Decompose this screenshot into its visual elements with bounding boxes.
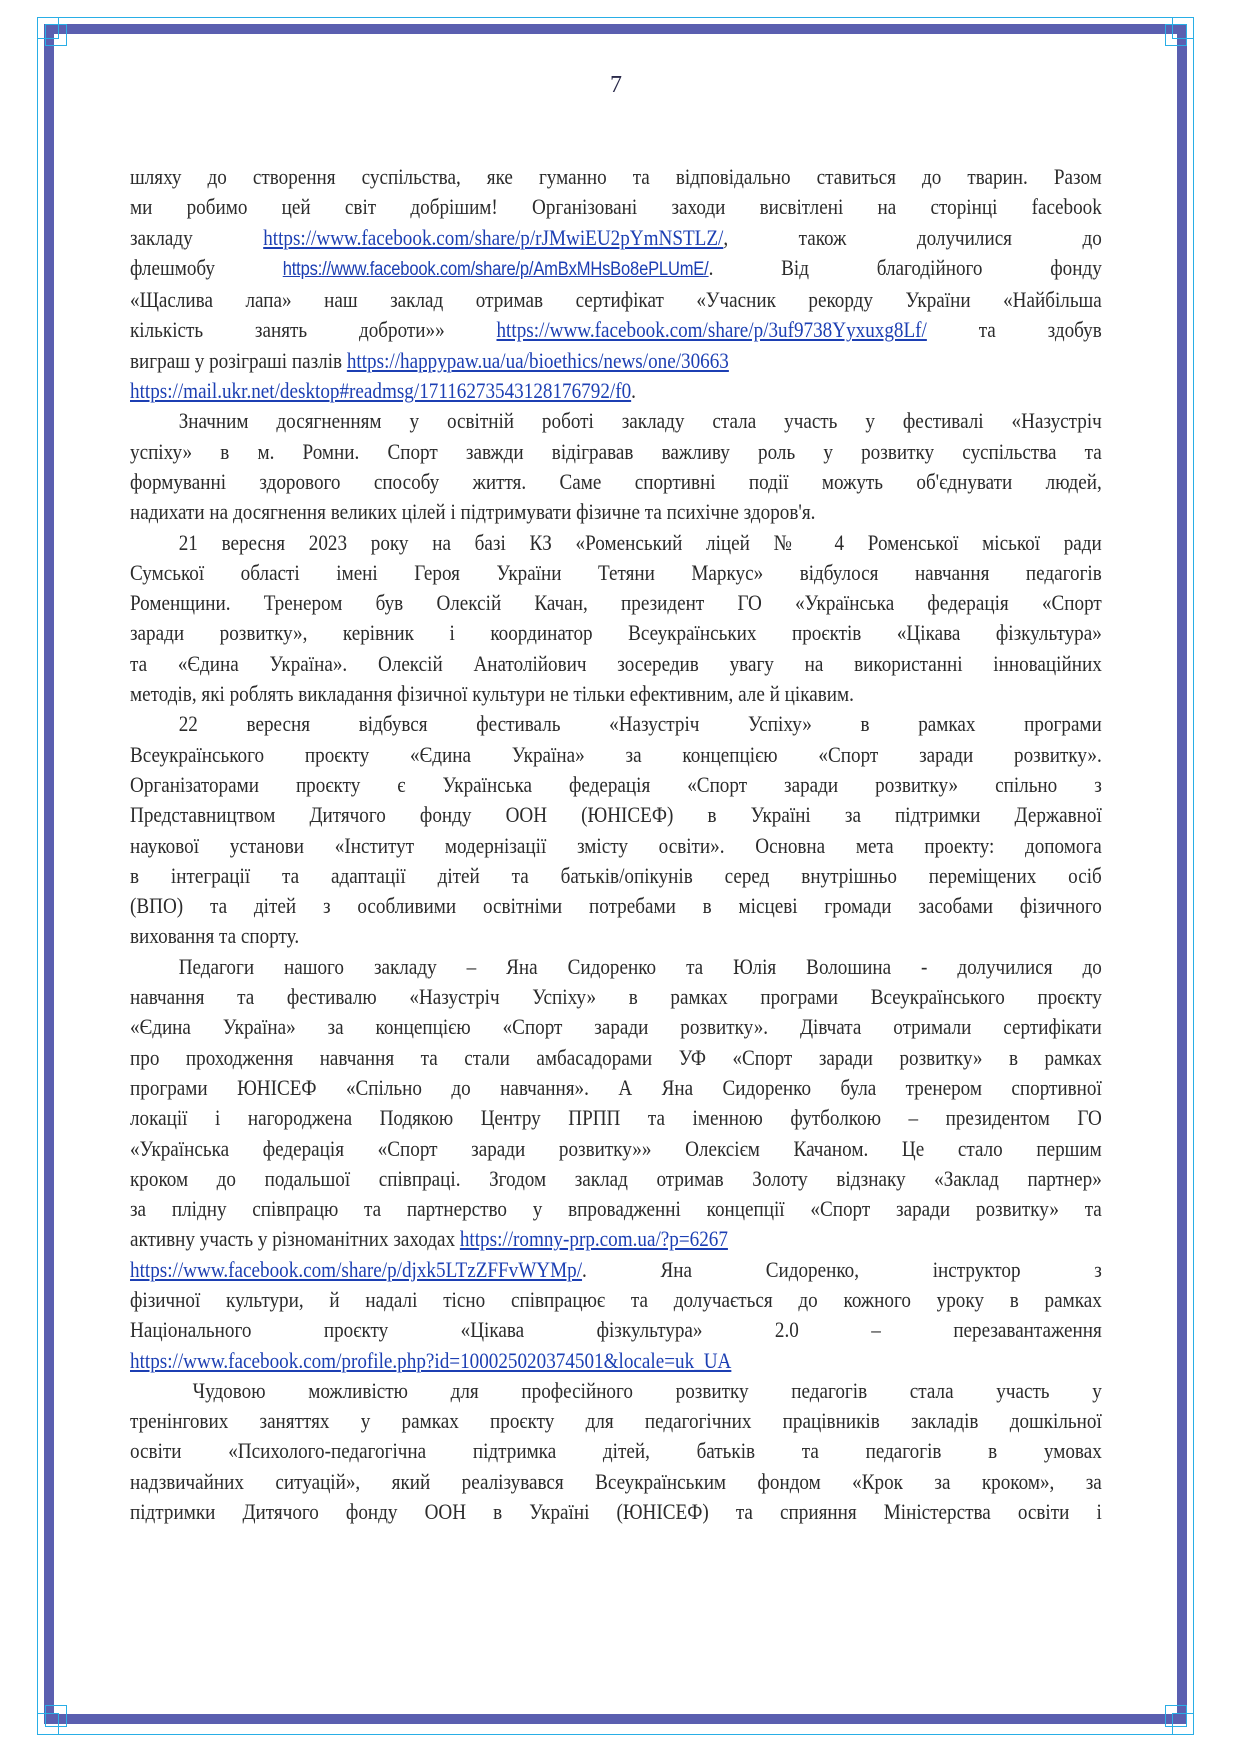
hyperlink[interactable]: https://www.facebook.com/share/p/rJMwiEU2pYmNSTLZ/ <box>263 224 724 250</box>
text-line <box>130 891 1102 921</box>
text-line <box>130 1497 1102 1527</box>
text-line <box>130 740 1102 770</box>
line-text: кроком до подальшої співпраці. Згодом заклад отримав Золоту відзнаку «Заклад партнер» <box>130 1165 1102 1191</box>
line-text: виховання та спорту. <box>130 923 300 949</box>
line-text: локації і нагороджена Подякою Центру ПРПП та іменною футболкою – президентом ГО <box>130 1105 1102 1131</box>
text-line <box>130 861 1102 891</box>
line-text: флешмобу <box>130 254 283 280</box>
text-line <box>130 1346 1102 1376</box>
line-text: надзвичайних ситуацій», який реалізувався Всеукраїнським фондом «Крок за кроком», за <box>130 1468 1102 1494</box>
text-line <box>130 467 1102 497</box>
text-line <box>130 1436 1102 1466</box>
line-text: «Українська федерація «Спорт заради розвитку»» Олексієм Качаном. Це стало першим <box>130 1135 1102 1161</box>
hyperlink[interactable]: https://www.facebook.com/profile.php?id=100025020374501&locale=uk_UA <box>130 1347 732 1373</box>
line-text: формуванні здорового способу життя. Саме спортивні події можуть об'єднувати людей, <box>130 468 1102 494</box>
text-line <box>130 223 1102 253</box>
hyperlink[interactable]: https://www.facebook.com/share/p/3uf9738Yyxuxg8Lf/ <box>496 317 927 343</box>
document-page <box>130 72 1102 1527</box>
border-corner-ornament <box>45 24 67 46</box>
text-line <box>130 1194 1102 1224</box>
text-line <box>130 1285 1102 1315</box>
line-text: за плідну співпрацю та партнерство у впровадженні концепції «Спорт заради розвитку» та <box>130 1196 1102 1222</box>
line-text: Роменщини. Тренером був Олексій Качан, президент ГО «Українська федерація «Спорт <box>130 590 1102 616</box>
text-line <box>130 1134 1102 1164</box>
text-line <box>130 1406 1102 1436</box>
line-text: «Щаслива лапа» наш заклад отримав сертифікат «Учасник рекорду України «Найбільша <box>130 287 1102 313</box>
text-line <box>130 1043 1102 1073</box>
text-line <box>130 921 1102 951</box>
line-text: виграш у розіграші пазлів <box>130 347 347 373</box>
text-line <box>130 709 1102 739</box>
text-line <box>130 1073 1102 1103</box>
text-line <box>130 1376 1102 1406</box>
text-line <box>130 588 1102 618</box>
text-line <box>130 1255 1102 1285</box>
text-line <box>130 558 1102 588</box>
text-line <box>130 800 1102 830</box>
line-text: . Від благодійного фонду <box>708 254 1102 280</box>
line-text: Значним досягненням у освітній роботі закладу стала участь у фестивалі «Назустріч <box>178 408 1102 434</box>
text-line <box>130 497 1102 527</box>
text-line <box>130 315 1102 345</box>
line-text: активну участь у різноманітних заходах <box>130 1226 460 1252</box>
text-line <box>130 346 1102 376</box>
line-text: підтримки Дитячого фонду ООН в Україні (ЮНІСЕФ) та сприяння Міністерства освіти і <box>130 1499 1102 1525</box>
hyperlink[interactable]: https://romny-prp.com.ua/?p=6267 <box>459 1226 728 1252</box>
hyperlink[interactable]: https://www.facebook.com/share/p/djxk5LTzZFFvWYMp/ <box>130 1256 583 1282</box>
line-text: , також долучилися до <box>723 224 1102 250</box>
line-text: Чудовою можливістю для професійного розвитку педагогів стала участь у <box>192 1377 1102 1403</box>
text-line <box>130 679 1102 709</box>
text-line <box>130 649 1102 679</box>
hyperlink[interactable]: https://www.facebook.com/share/p/AmBxMHsBo8ePLUmE/ <box>282 258 709 280</box>
line-text: Організаторами проєкту є Українська федерація «Спорт заради розвитку» спільно з <box>130 771 1102 797</box>
text-line <box>130 1315 1102 1345</box>
text-line <box>130 528 1102 558</box>
text-line <box>130 1012 1102 1042</box>
border-corner-ornament <box>45 1705 67 1727</box>
line-text: в інтеграції та адаптації дітей та батьків/опікунів серед внутрішньо переміщених осіб <box>130 862 1102 888</box>
text-line <box>130 437 1102 467</box>
line-text: Всеукраїнського проєкту «Єдина Україна» за концепцією «Спорт заради розвитку». <box>130 741 1102 767</box>
line-text: надихати на досягнення великих цілей і підтримувати фізичне та психічне здоров'я. <box>130 499 816 525</box>
text-line <box>130 253 1102 285</box>
page-number: 7 <box>610 72 622 98</box>
line-text: методів, які роблять викладання фізичної культури не тільки ефективним, але й цікавим. <box>130 681 854 707</box>
border-corner-ornament <box>1165 1705 1187 1727</box>
text-line <box>130 192 1102 222</box>
text-line <box>130 285 1102 315</box>
line-text: програми ЮНІСЕФ «Спільно до навчання». А Яна Сидоренко була тренером спортивної <box>130 1074 1102 1100</box>
line-text: (ВПО) та дітей з особливими освітніми потребами в місцеві громади засобами фізичного <box>130 893 1102 919</box>
text-line <box>130 376 1102 406</box>
line-text: шляху до створення суспільства, яке гуманно та відповідально ставиться до тварин. Разом <box>130 164 1102 189</box>
line-text: навчання та фестивалю «Назустріч Успіху» в рамках програми Всеукраїнського проєкту <box>130 984 1102 1010</box>
hyperlink[interactable]: https://mail.ukr.net/desktop#readmsg/17116273543128176792/f0 <box>130 378 632 404</box>
line-text: та «Єдина Україна». Олексій Анатолійович зосередив увагу на використанні інноваційних <box>130 650 1102 676</box>
border-corner-ornament <box>1165 24 1187 46</box>
document-body <box>130 162 1102 1527</box>
hyperlink[interactable]: https://happypaw.ua/ua/bioethics/news/one/30663 <box>346 347 729 373</box>
line-text: . Яна Сидоренко, інструктор з <box>582 1256 1102 1282</box>
line-text: тренінгових заняттях у рамках проєкту для педагогічних працівників закладів дошкільної <box>130 1408 1102 1434</box>
line-text: закладу <box>130 224 264 250</box>
text-line <box>130 406 1102 436</box>
line-text: успіху» в м. Ромни. Спорт завжди відігравав важливу роль у розвитку суспільства та <box>130 438 1102 464</box>
text-line <box>130 1224 1102 1254</box>
line-text: наукової установи «Інститут модернізації змісту освіти». Основна мета проекту: допомога <box>130 832 1102 858</box>
text-line <box>130 952 1102 982</box>
line-text: заради розвитку», керівник і координатор Всеукраїнських проєктів «Цікава фізкультура» <box>130 620 1102 646</box>
line-text: Представництвом Дитячого фонду ООН (ЮНІСЕФ) в Україні за підтримки Державної <box>130 802 1102 828</box>
line-text: Національного проєкту «Цікава фізкультура» 2.0 – перезавантаження <box>130 1317 1102 1343</box>
text-line <box>130 162 1102 192</box>
text-line <box>130 618 1102 648</box>
text-line <box>130 831 1102 861</box>
text-line <box>130 982 1102 1012</box>
text-line <box>130 1103 1102 1133</box>
line-text: ми робимо цей світ добрішим! Організовані заходи висвітлені на сторінці facebook <box>130 194 1102 220</box>
line-text: 21 вересня 2023 року на базі КЗ «Роменський ліцей № 4 Роменської міської ради <box>178 529 1102 555</box>
text-line <box>130 770 1102 800</box>
line-text: . <box>631 378 636 404</box>
line-text: «Єдина Україна» за концепцією «Спорт заради розвитку». Дівчата отримали сертифікати <box>130 1014 1102 1040</box>
line-text: про проходження навчання та стали амбасадорами УФ «Спорт заради розвитку» в рамках <box>130 1044 1102 1070</box>
text-line <box>130 1164 1102 1194</box>
line-text: освіти «Психолого-педагогічна підтримка дітей, батьків та педагогів в умовах <box>130 1438 1102 1464</box>
line-text: 22 вересня відбувся фестиваль «Назустріч Успіху» в рамках програми <box>178 711 1102 737</box>
text-line <box>130 1467 1102 1497</box>
line-text: Педагоги нашого закладу – Яна Сидоренко та Юлія Волошина - долучилися до <box>178 953 1102 979</box>
line-text: фізичної культури, й надалі тісно співпрацює та долучається до кожного уроку в рамках <box>130 1286 1102 1312</box>
line-text: кількість занять доброти»» <box>130 317 497 343</box>
line-text: та здобув <box>926 317 1102 343</box>
line-text: Сумської області імені Героя України Тетяни Маркус» відбулося навчання педагогів <box>130 559 1102 585</box>
